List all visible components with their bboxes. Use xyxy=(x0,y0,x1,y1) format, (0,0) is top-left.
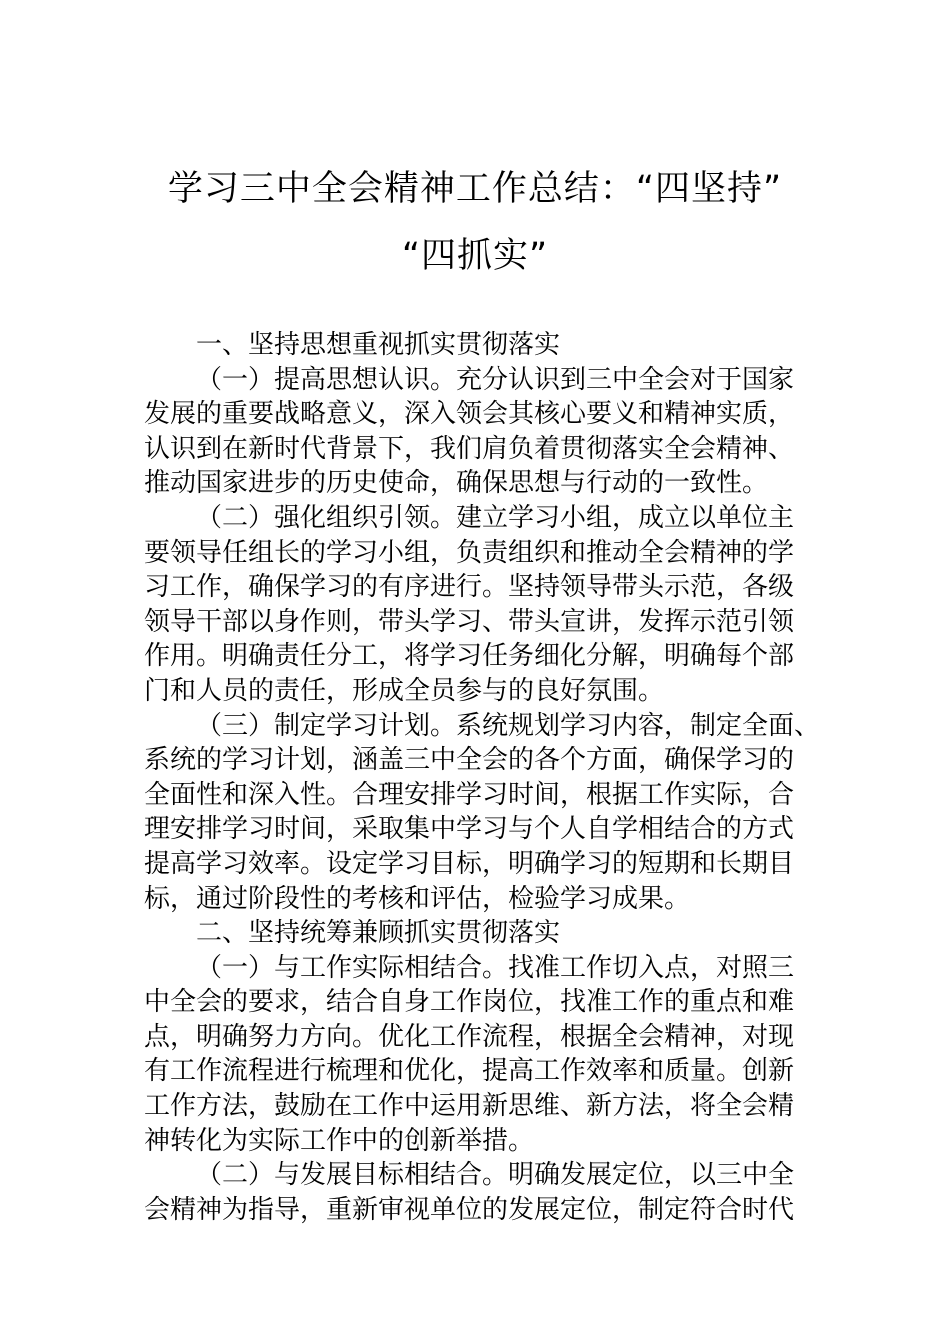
paragraph-line: （一）与工作实际相结合。找准工作切入点，对照三 xyxy=(196,952,795,983)
paragraph-line: 神转化为实际工作中的创新举措。 xyxy=(144,1125,535,1156)
paragraph-line: （二）与发展目标相结合。明确发展定位，以三中全 xyxy=(196,1160,795,1191)
paragraph-line: 推动国家进步的历史使命，确保思想与行动的一致性。 xyxy=(144,468,769,499)
paragraph-line: 理安排学习时间，采取集中学习与个人自学相结合的方式 xyxy=(144,814,795,845)
paragraph-line: 中全会的要求，结合自身工作岗位，找准工作的重点和难 xyxy=(144,987,795,1018)
document-title-line-1: 学习三中全会精神工作总结：“四坚持” xyxy=(167,169,783,209)
paragraph-line: 发展的重要战略意义，深入领会其核心要义和精神实质， xyxy=(144,399,795,430)
paragraph-line: （二）强化组织引领。建立学习小组，成立以单位主 xyxy=(196,502,795,533)
paragraph-line: 提高学习效率。设定学习目标，明确学习的短期和长期目 xyxy=(144,848,795,879)
paragraph-line: 要领导任组长的学习小组，负责组织和推动全会精神的学 xyxy=(144,537,795,568)
document-title-line-2: “四抓实” xyxy=(401,236,549,276)
paragraph-line: 习工作，确保学习的有序进行。坚持领导带头示范，各级 xyxy=(144,572,795,603)
paragraph-line: 有工作流程进行梳理和优化，提高工作效率和质量。创新 xyxy=(144,1056,795,1087)
paragraph-line: （三）制定学习计划。系统规划学习内容，制定全面、 xyxy=(196,710,821,741)
paragraph-line: 门和人员的责任，形成全员参与的良好氛围。 xyxy=(144,675,665,706)
paragraph-line: （一）提高思想认识。充分认识到三中全会对于国家 xyxy=(196,364,795,395)
paragraph-line: 标，通过阶段性的考核和评估，检验学习成果。 xyxy=(144,883,691,914)
document-body xyxy=(144,328,821,1227)
paragraph-line: 领导干部以身作则，带头学习、带头宣讲，发挥示范引领 xyxy=(144,606,795,637)
paragraph-line: 系统的学习计划，涵盖三中全会的各个方面，确保学习的 xyxy=(144,745,795,776)
section-heading-2: 二、坚持统筹兼顾抓实贯彻落实 xyxy=(196,918,561,949)
paragraph-line: 工作方法，鼓励在工作中运用新思维、新方法，将全会精 xyxy=(144,1091,795,1122)
paragraph-line: 全面性和深入性。合理安排学习时间，根据工作实际，合 xyxy=(144,779,795,810)
paragraph-line: 认识到在新时代背景下，我们肩负着贯彻落实全会精神、 xyxy=(144,433,795,464)
paragraph-line: 作用。明确责任分工，将学习任务细化分解，明确每个部 xyxy=(144,641,795,672)
paragraph-line: 会精神为指导，重新审视单位的发展定位，制定符合时代 xyxy=(144,1194,795,1225)
paragraph-line: 点，明确努力方向。优化工作流程，根据全会精神，对现 xyxy=(144,1021,795,1052)
section-heading-1: 一、坚持思想重视抓实贯彻落实 xyxy=(196,330,561,360)
